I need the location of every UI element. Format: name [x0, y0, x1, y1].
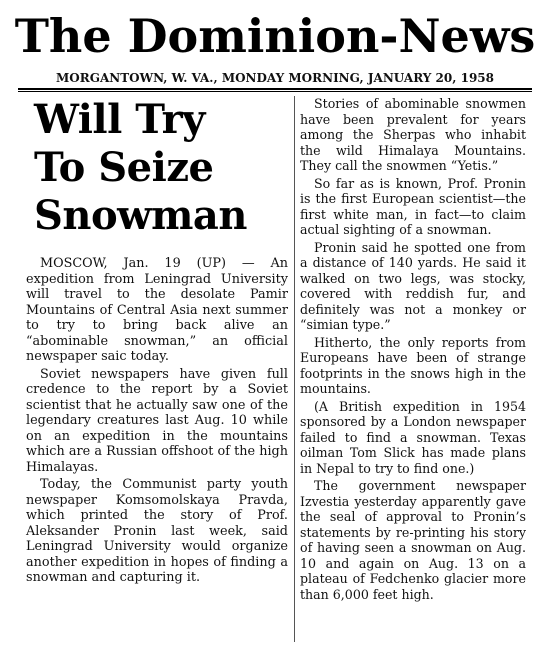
- article-paragraph: Soviet newspapers have given full credence to the report by a Soviet scientist that he actually saw one of the legendary creatures last Aug. 10 while on an expedition in the mountains which are a Russian offshoot of the high Himalayas.: [26, 366, 288, 475]
- article-paragraph: (A British expedition in 1954 sponsored by a London newspaper failed to find a snowman. Texas oilman Tom Slick has made plans in Nepal to try to find one.): [300, 398, 526, 476]
- article-paragraph: Today, the Communist party youth newspaper Komsomolskaya Pravda, which printed the story of Prof. Aleksander Pronin last week, said Leningrad University would organize another expedition in hopes of finding a snowman and capturing it.: [26, 477, 288, 585]
- article-paragraph: Pronin said he spotted one from a distance of 140 yards. He said it walked on two legs, was stocky, covered with reddish fur, and definitely was not a monkey or “simian type.”: [300, 239, 526, 332]
- article-paragraph: The government newspaper Izvestia yesterday apparently gave the seal of approval to Pronin’s statements by re-printing his story of having seen a snowman on Aug. 10 and again on Aug. 13 on a plateau of Fedchenko glacier more than 6,000 feet high.: [300, 478, 526, 602]
- article-left-column: [26, 96, 288, 588]
- masthead-rule: [18, 88, 532, 90]
- column-divider: [294, 96, 295, 642]
- newspaper-masthead: The Dominion-News: [14, 9, 536, 63]
- headline-line-1: Will Try: [34, 96, 205, 143]
- masthead-rule-thin: [18, 91, 532, 92]
- headline-line-2: To Seize: [34, 144, 214, 191]
- headline-line-3: Snowman: [34, 192, 247, 239]
- article-paragraph: So far as is known, Prof. Pronin is the first European scientist—the first white man, in fact—to claim actual sighting of a snowman.: [300, 175, 526, 237]
- article-right-column: [300, 96, 526, 604]
- article-paragraph: Hitherto, the only reports from Europeans have been of strange footprints in the snows high in the mountains.: [300, 334, 526, 396]
- article-paragraph: MOSCOW, Jan. 19 (UP) — An expedition from Leningrad University will travel to the desolate Pamir Mountains of Central Asia next summer to try to bring back alive an “abominable snowman,” an official newspaper saic today.: [26, 256, 288, 364]
- article-paragraph: Stories of abominable snowmen have been prevalent for years among the Sherpas who inhabit the wild Himalaya Mountains. They call the snowmen “Yetis.”: [300, 96, 526, 173]
- dateline: MORGANTOWN, W. VA., MONDAY MORNING, JANUARY 20, 1958: [55, 71, 494, 85]
